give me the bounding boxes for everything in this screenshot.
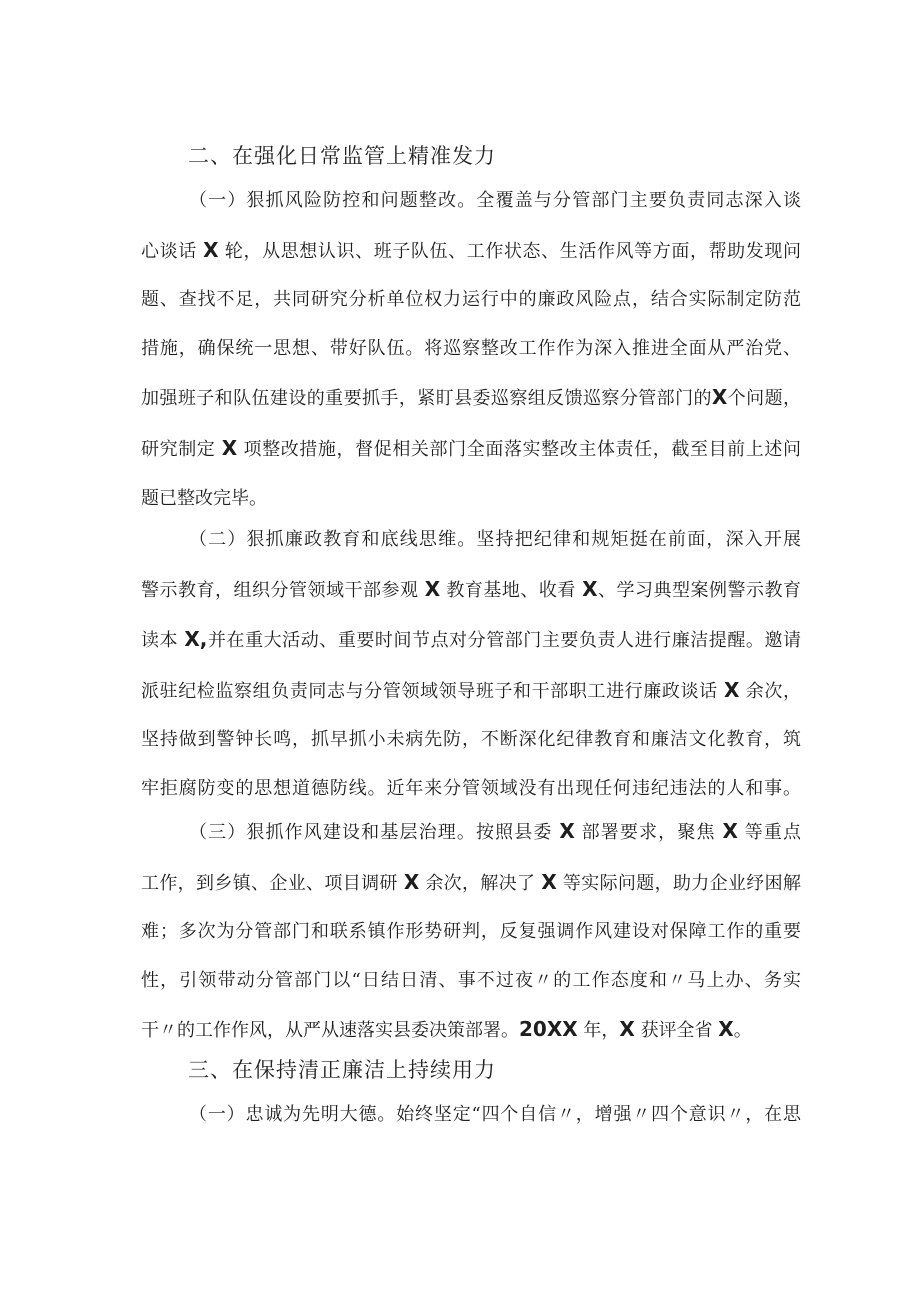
text-line: 干〃的工作作风，从严从速落实县委决策部署。20XX 年，X 获评全省 X。 xyxy=(141,1017,752,1042)
paragraph-loyalty xyxy=(141,1091,801,1140)
text-line: （一）狠抓风险防控和问题整改。全覆盖与分管部门主要负责同志深入谈 xyxy=(189,190,801,211)
text-line: 坚持做到警钟长鸣，抓早抓小未病先防，不断深化纪律教育和廉洁文化教育，筑 xyxy=(141,729,801,751)
text-line: 读本 X,并在重大活动、重要时间节点对分管部门主要负责人进行廉洁提醒。邀请 xyxy=(141,627,802,652)
text-line: 警示教育，组织分管领域干部参观 X 教育基地、收看 X、学习典型案例警示教育 xyxy=(141,576,802,601)
section-heading-2: 二、在强化日常监管上精准发力 xyxy=(188,144,496,168)
text-line: 工作，到乡镇、企业、项目调研 X 余次，解决了 X 等实际问题，助力企业纾困解 xyxy=(141,869,801,894)
text-line: （二）狠抓廉政教育和底线思维。坚持把纪律和规矩挺在前面，深入开展 xyxy=(189,529,801,550)
section-heading-3: 三、在保持清正廉洁上持续用力 xyxy=(188,1058,496,1082)
text-line: 难；多次为分管部门和联系镇作形势研判，反复强调作风建设对保障工作的重要 xyxy=(141,921,801,943)
text-line: 加强班子和队伍建设的重要抓手，紧盯县委巡察组反馈巡察分管部门的X个问题， xyxy=(141,385,802,410)
text-line: 性，引领带动分管部门以“日结日清、事不过夜〃的工作态度和〃马上办、务实 xyxy=(141,969,801,991)
text-line: 心谈话 X 轮，从思想认识、班子队伍、工作状态、生活作风等方面，帮助发现问 xyxy=(141,237,801,262)
text-line: （三）狠抓作风建设和基层治理。按照县委 X 部署要求，聚焦 X 等重点 xyxy=(189,819,801,843)
paragraph-risk-control xyxy=(141,177,801,523)
text-line: 题已整改完毕。 xyxy=(141,487,267,509)
text-line: 措施，确保统一思想、带好队伍。将巡察整改工作作为深入推进全面从严治党、 xyxy=(141,337,801,359)
paragraph-integrity-education xyxy=(141,516,801,814)
text-line: 研究制定 X 项整改措施，督促相关部门全面落实整改主体责任，截至目前上述问 xyxy=(141,435,801,460)
text-line: 题、查找不足，共同研究分析单位权力运行中的廉政风险点，结合实际制定防范 xyxy=(141,289,801,311)
text-line: 派驻纪检监察组负责同志与分管领域领导班子和干部职工进行廉政谈话 X 余次， xyxy=(141,677,801,702)
text-line: 牢拒腐防变的思想道德防线。近年来分管领域没有出现任何违纪违法的人和事。 xyxy=(141,777,801,799)
text-line: （一）忠诚为先明大德。始终坚定“四个自信〃，增强〃四个意识〃，在思 xyxy=(189,1104,801,1125)
paragraph-work-style xyxy=(141,807,801,1056)
